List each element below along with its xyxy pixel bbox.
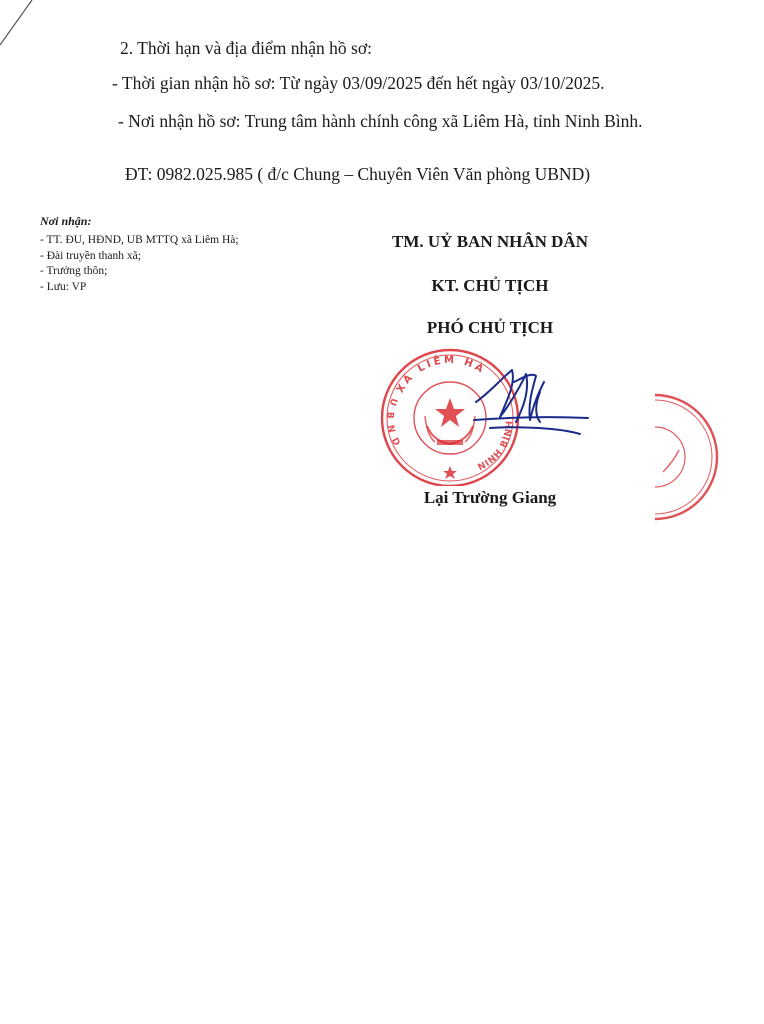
signature-line-2: KT. CHỦ TỊCH [431, 276, 549, 295]
signature-line-3: PHÓ CHỦ TỊCH [426, 318, 554, 337]
recipients-list [40, 233, 255, 295]
receive-place-line: - Nơi nhận hồ sơ: Trung tâm hành chính công xã Liêm Hà, tỉnh Ninh Bình. [118, 111, 643, 131]
svg-text:XÃ LIÊM HÀ: XÃ LIÊM HÀ [394, 354, 488, 395]
signer-name: Lại Trường Giang [423, 488, 557, 507]
contact-line: ĐT: 0982.025.985 ( đ/c Chung – Chuyên Viên Văn phòng UBND) [125, 164, 591, 184]
recipient-item: - TT. ĐU, HĐND, UB MTTQ xã Liêm Hà; [40, 234, 239, 246]
handwritten-signature [470, 362, 595, 452]
receive-time-line: - Thời gian nhận hồ sơ: Từ ngày 03/09/2025 đến hết ngày 03/10/2025. [112, 73, 605, 93]
partial-stamp [655, 392, 764, 522]
signature-line-1: TM. UỶ BAN NHÂN DÂN [392, 232, 588, 251]
recipient-item: - Trưởng thôn; [40, 265, 108, 277]
recipient-item: - Đài truyền thanh xã; [40, 249, 141, 262]
scan-edge-artifact [0, 0, 40, 50]
section-heading: 2. Thời hạn và địa điểm nhận hồ sơ: [120, 38, 372, 58]
recipient-item: - Lưu: VP [40, 280, 87, 293]
svg-text:U B N D: U B N D [384, 396, 403, 450]
recipients-title: Nơi nhận: [40, 214, 92, 228]
svg-text:NINH BÌNH: NINH BÌNH [476, 419, 516, 474]
